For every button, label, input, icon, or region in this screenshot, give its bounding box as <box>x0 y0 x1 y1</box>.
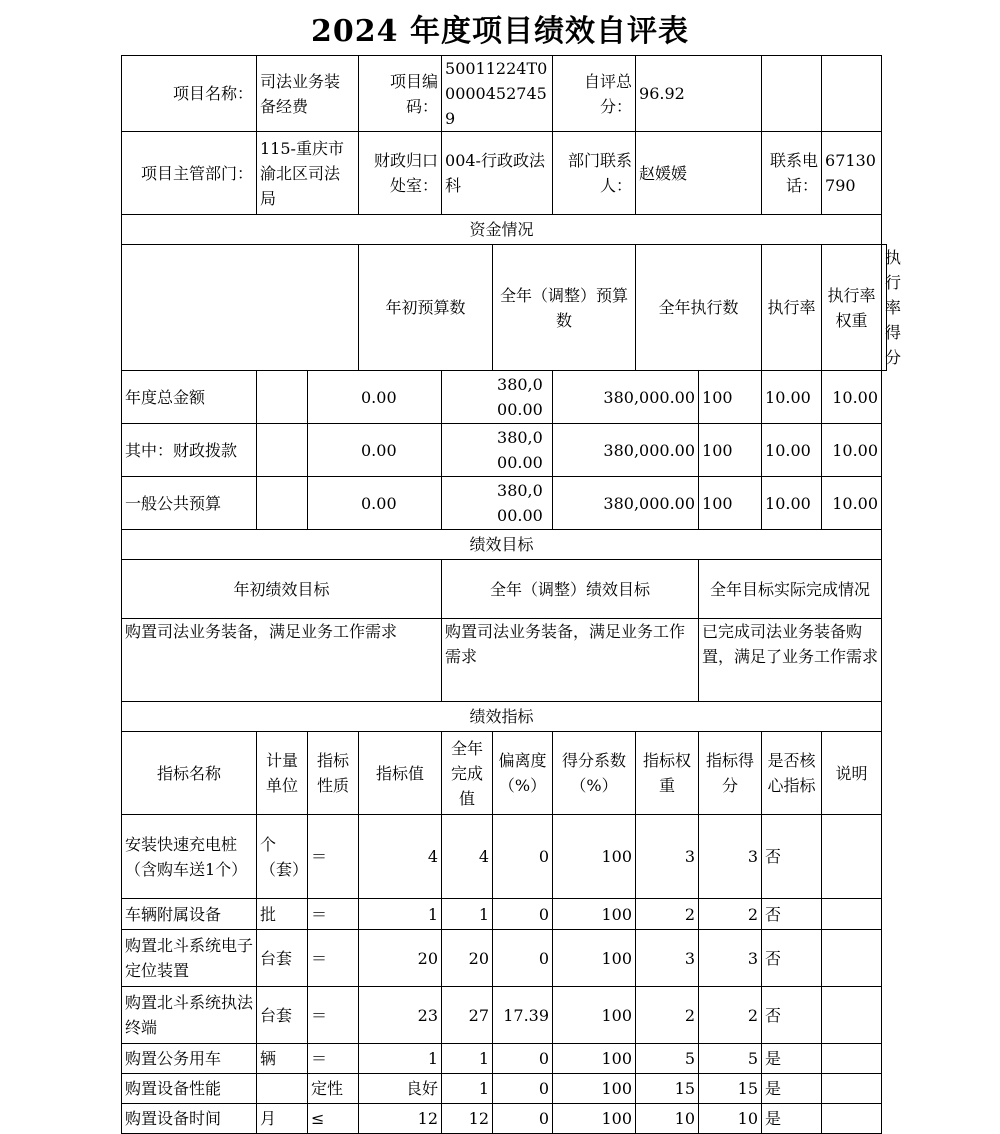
funds-executed: 380,000.00 <box>553 371 699 424</box>
funds-header: 执行率权重 <box>822 245 882 371</box>
funds-row-name: 一般公共预算 <box>122 477 257 530</box>
indicator-nature: ＝ <box>308 899 359 930</box>
evaluation-table <box>121 55 902 1134</box>
indicator-coef: 100 <box>553 899 636 930</box>
indicator-weight: 3 <box>636 815 699 899</box>
empty-cell <box>822 56 882 132</box>
indicator-deviation: 17.39 <box>493 987 553 1044</box>
indicator-score: 2 <box>699 987 762 1044</box>
indicator-actual: 1 <box>442 1074 493 1104</box>
indicator-actual: 1 <box>442 1044 493 1074</box>
indicator-deviation: 0 <box>493 899 553 930</box>
indicator-target: 1 <box>359 899 442 930</box>
indicator-header: 是否核心指标 <box>762 732 822 815</box>
indicator-score: 15 <box>699 1074 762 1104</box>
indicator-score: 10 <box>699 1104 762 1134</box>
phone-label: 联系电话： <box>762 132 822 215</box>
indicator-unit: 辆 <box>257 1044 308 1074</box>
dept: 115-重庆市渝北区司法局 <box>257 132 359 215</box>
indicator-header: 指标得分 <box>699 732 762 815</box>
indicators-header-row <box>122 732 887 815</box>
info-row-1 <box>122 56 887 132</box>
indicator-deviation: 0 <box>493 1104 553 1134</box>
indicator-nature: ≤ <box>308 1104 359 1134</box>
indicator-target: 1 <box>359 1044 442 1074</box>
indicator-header: 指标值 <box>359 732 442 815</box>
indicator-row <box>122 1044 887 1074</box>
indicator-coef: 100 <box>553 1104 636 1134</box>
indicator-name: 购置公务用车 <box>122 1044 257 1074</box>
funds-adjusted: 380,000.00 <box>442 371 553 424</box>
funds-header: 全年（调整）预算数 <box>493 245 636 371</box>
indicators-section-row <box>122 702 887 732</box>
goals-header: 年初绩效目标 <box>122 560 442 619</box>
funds-executed: 380,000.00 <box>553 477 699 530</box>
empty-cell <box>257 477 308 530</box>
indicator-actual: 20 <box>442 930 493 987</box>
indicator-row <box>122 1104 887 1134</box>
indicator-row <box>122 930 887 987</box>
indicator-target: 12 <box>359 1104 442 1134</box>
indicator-note <box>822 1074 882 1104</box>
funds-rate: 100 <box>699 371 762 424</box>
funds-header: 执行率得分 <box>882 245 887 371</box>
indicator-note <box>822 899 882 930</box>
indicator-unit <box>257 1074 308 1104</box>
indicator-target: 23 <box>359 987 442 1044</box>
indicator-coef: 100 <box>553 1074 636 1104</box>
goals-header: 全年目标实际完成情况 <box>699 560 882 619</box>
indicator-coef: 100 <box>553 1044 636 1074</box>
funds-initial: 0.00 <box>308 477 442 530</box>
indicator-core: 否 <box>762 930 822 987</box>
funds-rate: 100 <box>699 424 762 477</box>
indicator-actual: 12 <box>442 1104 493 1134</box>
indicator-score: 5 <box>699 1044 762 1074</box>
empty-cell <box>257 371 308 424</box>
indicator-note <box>822 1044 882 1074</box>
indicator-header: 得分系数（%） <box>553 732 636 815</box>
indicator-nature: 定性 <box>308 1074 359 1104</box>
indicator-note <box>822 1104 882 1134</box>
funds-executed: 380,000.00 <box>553 424 699 477</box>
funds-row-name: 年度总金额 <box>122 371 257 424</box>
project-name-label: 项目名称： <box>122 56 257 132</box>
goals-section-title: 绩效目标 <box>122 530 882 560</box>
dept-label: 项目主管部门： <box>122 132 257 215</box>
indicator-row <box>122 987 887 1044</box>
indicator-unit: 台套 <box>257 987 308 1044</box>
indicator-score: 3 <box>699 930 762 987</box>
indicator-weight: 3 <box>636 930 699 987</box>
project-name: 司法业务装备经费 <box>257 56 359 132</box>
indicator-unit: 个（套） <box>257 815 308 899</box>
indicator-coef: 100 <box>553 815 636 899</box>
goals-header-row <box>122 560 887 619</box>
score-label: 自评总分： <box>553 56 636 132</box>
indicator-target: 4 <box>359 815 442 899</box>
indicator-row <box>122 899 887 930</box>
empty-cell <box>762 56 822 132</box>
indicator-name: 购置北斗系统执法终端 <box>122 987 257 1044</box>
contact: 赵媛媛 <box>636 132 762 215</box>
total-score: 96.92 <box>636 56 762 132</box>
funds-header: 执行率 <box>762 245 822 371</box>
indicator-actual: 1 <box>442 899 493 930</box>
project-code-label: 项目编码： <box>359 56 442 132</box>
funds-score: 10.00 <box>822 424 882 477</box>
funds-adjusted: 380,000.00 <box>442 477 553 530</box>
indicator-coef: 100 <box>553 930 636 987</box>
indicator-weight: 10 <box>636 1104 699 1134</box>
indicator-unit: 月 <box>257 1104 308 1134</box>
indicator-name: 购置设备时间 <box>122 1104 257 1134</box>
empty-cell <box>257 424 308 477</box>
indicator-nature: ＝ <box>308 987 359 1044</box>
indicator-note <box>822 930 882 987</box>
indicator-weight: 15 <box>636 1074 699 1104</box>
funds-row <box>122 477 887 530</box>
funds-score: 10.00 <box>822 477 882 530</box>
funds-row-name: 其中：财政拨款 <box>122 424 257 477</box>
funds-section-title: 资金情况 <box>122 215 882 245</box>
funds-row <box>122 371 887 424</box>
indicator-name: 安装快速充电桩（含购车送1个） <box>122 815 257 899</box>
indicator-header: 指标名称 <box>122 732 257 815</box>
indicator-header: 偏离度（%） <box>493 732 553 815</box>
funds-weight: 10.00 <box>762 477 822 530</box>
indicator-note <box>822 987 882 1044</box>
page-title: 2024 年度项目绩效自评表 <box>311 14 689 49</box>
indicator-deviation: 0 <box>493 815 553 899</box>
indicator-nature: ＝ <box>308 815 359 899</box>
indicator-weight: 5 <box>636 1044 699 1074</box>
indicator-deviation: 0 <box>493 1074 553 1104</box>
indicator-note <box>822 815 882 899</box>
indicator-name: 车辆附属设备 <box>122 899 257 930</box>
indicator-core: 是 <box>762 1044 822 1074</box>
funds-header: 全年执行数 <box>636 245 762 371</box>
funds-initial: 0.00 <box>308 424 442 477</box>
adjusted-goal: 购置司法业务装备，满足业务工作需求 <box>442 619 699 702</box>
indicator-core: 否 <box>762 987 822 1044</box>
indicator-actual: 27 <box>442 987 493 1044</box>
funds-section-row <box>122 215 887 245</box>
indicator-name: 购置北斗系统电子定位装置 <box>122 930 257 987</box>
indicator-row <box>122 1074 887 1104</box>
actual-goal: 已完成司法业务装备购置，满足了业务工作需求 <box>699 619 882 702</box>
indicator-header: 指标性质 <box>308 732 359 815</box>
indicator-name: 购置设备性能 <box>122 1074 257 1104</box>
indicator-nature: ＝ <box>308 1044 359 1074</box>
indicator-actual: 4 <box>442 815 493 899</box>
goals-content-row <box>122 619 887 702</box>
indicator-header: 计量单位 <box>257 732 308 815</box>
indicator-core: 否 <box>762 899 822 930</box>
indicator-score: 2 <box>699 899 762 930</box>
indicator-coef: 100 <box>553 987 636 1044</box>
indicator-core: 是 <box>762 1074 822 1104</box>
funds-weight: 10.00 <box>762 424 822 477</box>
funds-row <box>122 424 887 477</box>
indicator-header: 指标权重 <box>636 732 699 815</box>
indicator-deviation: 0 <box>493 1044 553 1074</box>
funds-header-row <box>122 245 887 371</box>
indicators-section-title: 绩效指标 <box>122 702 882 732</box>
funds-score: 10.00 <box>822 371 882 424</box>
indicator-header: 说明 <box>822 732 882 815</box>
finance: 004-行政政法科 <box>442 132 553 215</box>
indicator-nature: ＝ <box>308 930 359 987</box>
indicator-target: 良好 <box>359 1074 442 1104</box>
funds-weight: 10.00 <box>762 371 822 424</box>
info-row-2 <box>122 132 887 215</box>
finance-label: 财政归口处室： <box>359 132 442 215</box>
indicator-unit: 台套 <box>257 930 308 987</box>
indicator-core: 是 <box>762 1104 822 1134</box>
funds-header: 年初预算数 <box>359 245 493 371</box>
indicator-weight: 2 <box>636 899 699 930</box>
goals-section-row <box>122 530 887 560</box>
empty-cell <box>122 245 359 371</box>
goals-header: 全年（调整）绩效目标 <box>442 560 699 619</box>
indicator-unit: 批 <box>257 899 308 930</box>
project-code: 50011224T000004527459 <box>442 56 553 132</box>
indicator-weight: 2 <box>636 987 699 1044</box>
indicator-target: 20 <box>359 930 442 987</box>
initial-goal: 购置司法业务装备，满足业务工作需求 <box>122 619 442 702</box>
funds-adjusted: 380,000.00 <box>442 424 553 477</box>
indicator-header: 全年完成值 <box>442 732 493 815</box>
funds-initial: 0.00 <box>308 371 442 424</box>
indicator-score: 3 <box>699 815 762 899</box>
indicator-row <box>122 815 887 899</box>
funds-rate: 100 <box>699 477 762 530</box>
indicator-core: 否 <box>762 815 822 899</box>
phone: 67130790 <box>822 132 882 215</box>
indicator-deviation: 0 <box>493 930 553 987</box>
contact-label: 部门联系人： <box>553 132 636 215</box>
